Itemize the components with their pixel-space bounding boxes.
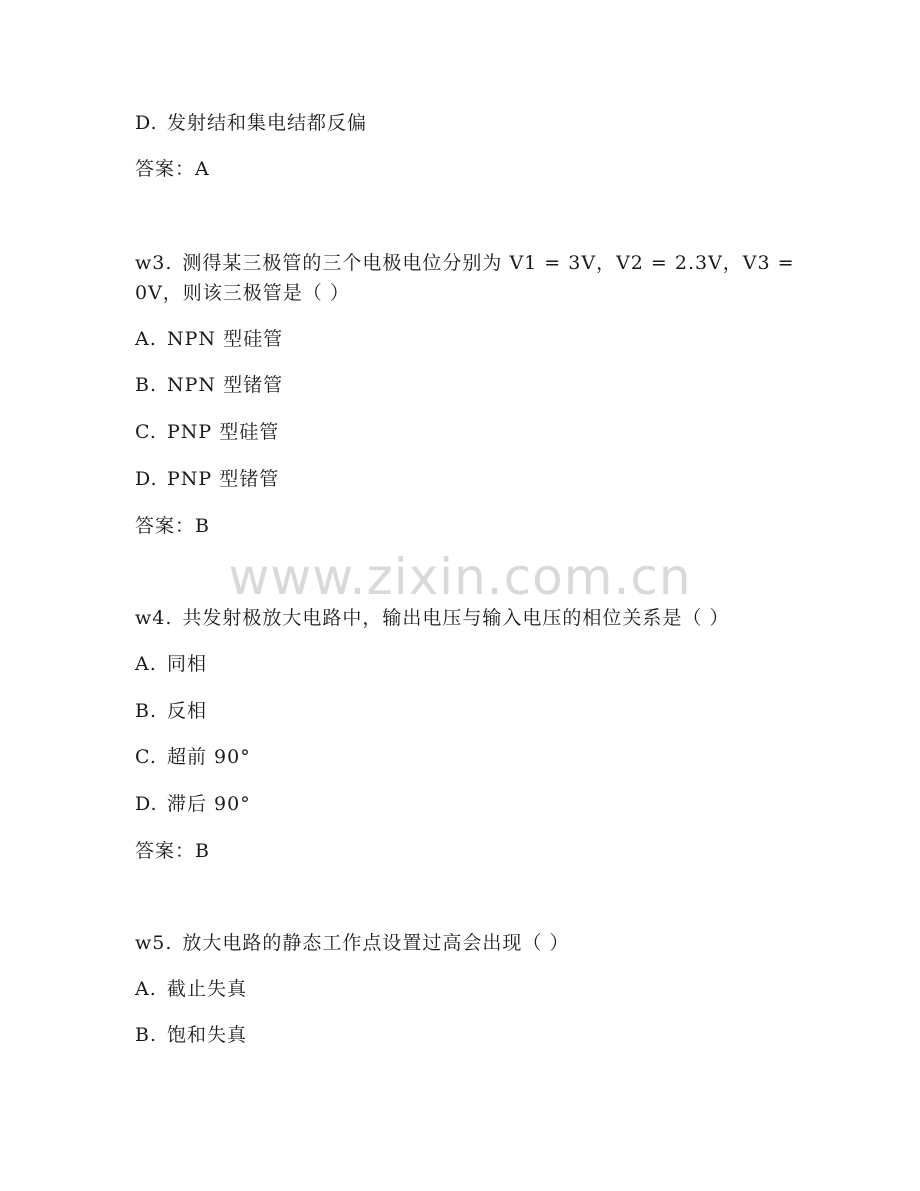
- q3-option-b: [135, 373, 283, 397]
- q5-option-b: [135, 1023, 247, 1047]
- q4-answer: 答案：B: [135, 840, 210, 862]
- q3-option-a: [135, 327, 283, 351]
- option-text: 发射结和集电结都反偏: [167, 112, 368, 134]
- q3-answer: 答案：B: [135, 515, 210, 537]
- q5-stem: [135, 931, 569, 955]
- q4-option-d: [135, 792, 251, 816]
- option-letter: D.: [135, 112, 158, 134]
- option-text: 超前 90°: [167, 746, 251, 768]
- option-letter: A.: [135, 978, 157, 1000]
- q4-option-a: [135, 652, 207, 676]
- option-text: NPN 型硅管: [167, 328, 284, 350]
- question-stem: 共发射极放大电路中，输出电压与输入电压的相位关系是（ ）: [182, 607, 730, 629]
- q5-option-a: [135, 977, 247, 1001]
- q3-stem-line2: 0V，则该三极管是（ ）: [135, 282, 350, 304]
- option-text: 反相: [167, 700, 208, 722]
- option-letter: C.: [135, 746, 157, 768]
- q3-option-d: [135, 467, 279, 491]
- option-text: NPN 型锗管: [167, 374, 284, 396]
- q3-stem-line1: [135, 251, 795, 275]
- option-text: 同相: [167, 653, 208, 675]
- option-letter: D.: [135, 468, 158, 490]
- option-text: 饱和失真: [167, 1024, 248, 1046]
- question-number: w3.: [135, 252, 173, 274]
- option-letter: B.: [135, 700, 158, 722]
- prev-option-d: [135, 111, 367, 135]
- prev-answer: 答案：A: [135, 158, 210, 180]
- q4-stem: [135, 606, 729, 630]
- option-letter: A.: [135, 328, 157, 350]
- option-letter: C.: [135, 421, 157, 443]
- q4-option-c: [135, 745, 251, 769]
- option-letter: D.: [135, 793, 158, 815]
- question-stem: 测得某三极管的三个电极电位分别为 V1 = 3V，V2 = 2.3V，V3 =: [182, 252, 795, 274]
- q3-option-c: [135, 420, 279, 444]
- option-text: PNP 型锗管: [167, 468, 280, 490]
- option-text: 截止失真: [167, 978, 248, 1000]
- question-number: w5.: [135, 932, 173, 954]
- question-number: w4.: [135, 607, 173, 629]
- q4-option-b: [135, 699, 207, 723]
- option-text: 滞后 90°: [167, 793, 251, 815]
- option-text: PNP 型硅管: [167, 421, 280, 443]
- option-letter: B.: [135, 1024, 158, 1046]
- watermark-text: www.zixin.com.cn: [228, 548, 692, 606]
- option-letter: A.: [135, 653, 157, 675]
- question-stem: 放大电路的静态工作点设置过高会出现（ ）: [182, 932, 570, 954]
- option-letter: B.: [135, 374, 158, 396]
